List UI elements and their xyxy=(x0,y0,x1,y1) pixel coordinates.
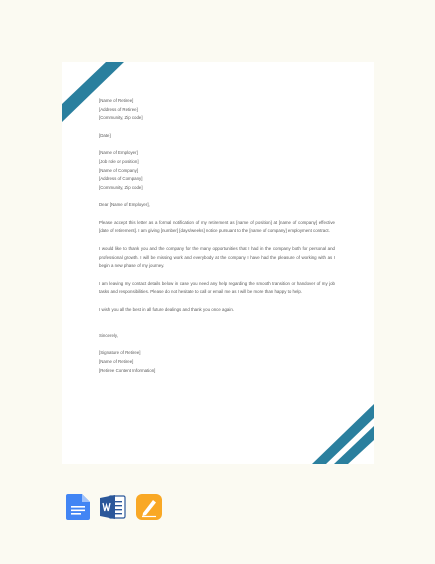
google-docs-icon[interactable] xyxy=(66,494,90,520)
recipient-company: [Name of Company] xyxy=(99,167,139,173)
recipient-address: [Address of Company] xyxy=(99,176,143,182)
closing: Sincerely, xyxy=(99,332,118,338)
paragraph-thanks: I would like to thank you and the company for the many opportunities that I had in the company both for personal and professional growth. I will be missing work and everybody at the company I have had the pleasure of working with as I begin a new phase of my journey. xyxy=(99,245,335,269)
paragraph-notice: Please accept this letter as a formal notification of my retirement as [name of position] at [name of company] effective [date of retirement]. I am giving [number] [days/weeks] notice pursuant to the [name of company] employment contract. xyxy=(99,219,335,234)
recipient-community: [Community, Zip code] xyxy=(99,185,143,190)
app-icons xyxy=(66,494,162,520)
paragraph-contact: I am leaving my contact details below in case you need any help regarding the smooth transition or handover of my job tasks and responsibilities. Please do not hesitate to call or email me as I will be more than happy to help. xyxy=(99,280,335,295)
paragraph-wishes: I wish you all the best in all future dealings and thank you once again. xyxy=(99,306,234,312)
sender-name: [Name of Retiree] xyxy=(99,98,134,103)
sender-address: [Address of Retiree] xyxy=(99,106,138,112)
recipient-role: [Job role or position] xyxy=(99,158,139,164)
decorative-stripes-bottom-right xyxy=(312,398,374,464)
letter-date: [Date] xyxy=(99,132,111,138)
signature-name: [Name of Retiree] xyxy=(99,358,134,364)
signature-contact: [Retiree Content Information] xyxy=(99,367,156,373)
apple-pages-icon[interactable] xyxy=(136,494,162,520)
salutation: Dear [Name of Employer], xyxy=(99,202,150,208)
recipient-name: [Name of Employer] xyxy=(99,150,138,156)
sender-community: [Community, Zip code] xyxy=(99,115,143,121)
microsoft-word-icon[interactable] xyxy=(100,494,126,520)
letter-body xyxy=(99,97,335,375)
letter-page xyxy=(62,62,374,464)
signature-line: [Signature of Retiree] xyxy=(99,350,141,356)
